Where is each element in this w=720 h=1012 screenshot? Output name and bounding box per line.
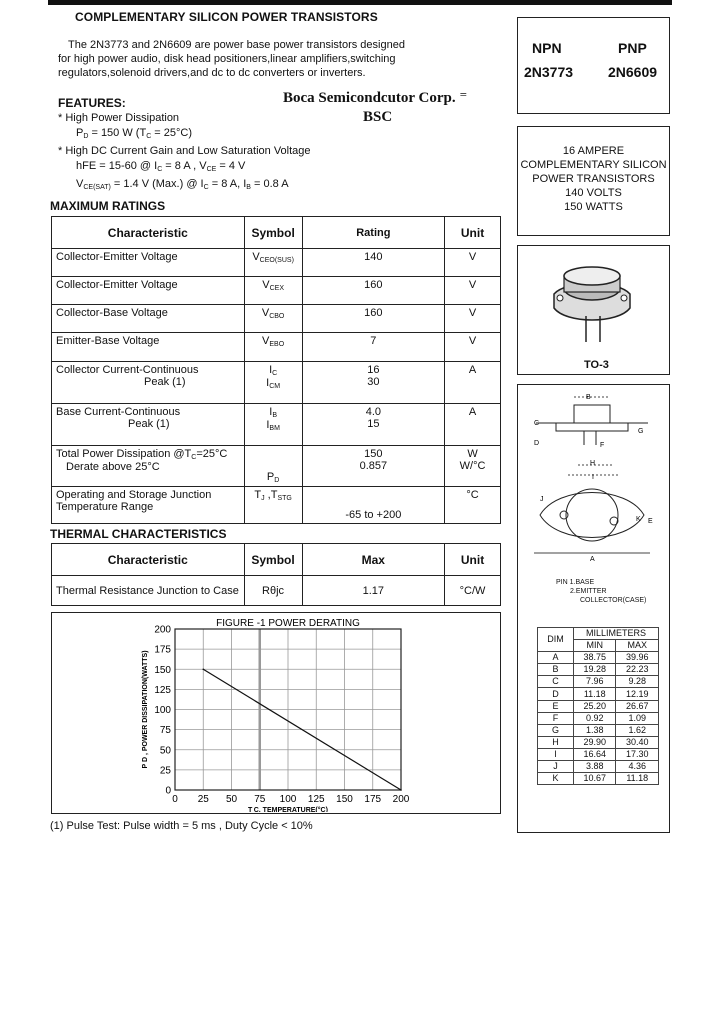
dim-min: 11.18 — [574, 688, 616, 700]
feature-1: * High Power Dissipation — [58, 112, 180, 124]
y-axis-label: P D , POWER DISSIPATION(WATTS) — [142, 650, 149, 769]
header-symbol: Symbol — [244, 217, 302, 249]
page-title: COMPLEMENTARY SILICON POWER TRANSISTORS — [75, 10, 378, 24]
dim-max: 12.19 — [616, 688, 659, 700]
data-point — [202, 668, 204, 670]
svg-text:C: C — [534, 420, 540, 427]
dim-min: 0.92 — [574, 712, 616, 724]
table-row — [538, 688, 659, 700]
table-row: Collector-Base Voltage $V_{CBO}$ 160 V — [52, 305, 501, 333]
y-tick-label: 175 — [154, 644, 171, 656]
svg-text:I: I — [592, 474, 594, 481]
table-row — [538, 712, 659, 724]
svg-text:J: J — [540, 496, 544, 503]
header-unit: Unit — [445, 217, 501, 249]
y-tick-label: 0 — [165, 785, 171, 797]
package-label: TO-3 — [584, 359, 609, 371]
y-tick-label: 200 — [154, 624, 171, 636]
svg-text:K: K — [636, 516, 641, 523]
dim-min: 1.38 — [574, 724, 616, 736]
table-row — [538, 748, 659, 760]
svg-text:D: D — [534, 440, 540, 447]
table-row — [538, 652, 659, 664]
spec-box — [517, 126, 670, 236]
x-tick-label: 25 — [197, 794, 209, 805]
svg-text:E: E — [648, 518, 653, 525]
dim-max: 11.18 — [616, 773, 659, 785]
dim-max: 30.40 — [616, 736, 659, 748]
dim-letter: E — [538, 700, 574, 712]
table-row: Collector-Emitter Voltage $V_{CEO(SUS)}$ 140 V — [52, 249, 501, 277]
svg-text:G: G — [638, 428, 644, 435]
dim-max: 17.30 — [616, 748, 659, 760]
dim-letter: J — [538, 761, 574, 773]
outline-drawing — [518, 385, 668, 600]
x-tick-label: 175 — [364, 794, 382, 805]
table-row — [538, 700, 659, 712]
table-row: Collector-Emitter Voltage $V_{CEX}$ 160 V — [52, 277, 501, 305]
data-point — [400, 789, 402, 791]
features-heading: FEATURES: — [58, 96, 126, 110]
dimensions-table: DIM MILLIMETERS MIN MAX A 38.75 39.96 B 19.28 22.23 C 7.96 9.28 D 11.18 12.19 E 25.20 26.67 F 0.92 1.09 G 1.38 1.62 H 29.90 30.40 I 16.64 17.30 J 3.88 4.36 K 10.67 11.18 — [537, 627, 659, 785]
chart-title: FIGURE -1 POWER DERATING — [216, 618, 360, 629]
dim-letter: I — [538, 748, 574, 760]
pin-legend: PIN 1.BASE 2.EMITTER COLLECTOR(CASE) — [556, 579, 647, 604]
dim-letter: A — [538, 652, 574, 664]
table-row: Total Power Dissipation $@T_C=25^\circ C$ Derate above 25°C $P_D$ 150 0.857 W W/°C — [52, 446, 501, 487]
dim-letter: G — [538, 724, 574, 736]
npn-part-number: 2N3773 — [524, 64, 574, 80]
package-box — [517, 245, 670, 375]
dim-min: 29.90 — [574, 736, 616, 748]
part-number-box — [517, 17, 670, 114]
x-axis-label: T C, TEMPERATURE(°C) — [248, 807, 328, 812]
x-tick-label: 75 — [254, 794, 266, 805]
table-row: Emitter-Base Voltage $V_{EBO}$ 7 V — [52, 333, 501, 362]
x-tick-label: 50 — [225, 794, 238, 805]
dim-max: 22.23 — [616, 664, 659, 676]
svg-text:B: B — [586, 394, 591, 401]
dim-letter: D — [538, 688, 574, 700]
description — [58, 38, 438, 80]
dim-max: 9.28 — [616, 676, 659, 688]
max-ratings-heading: MAXIMUM RATINGS — [50, 199, 166, 213]
x-tick-label: 0 — [172, 794, 178, 805]
description-line-1: The 2N3773 and 2N6609 are power base power transistors designed — [68, 39, 405, 51]
table-row: Collector Current-Continuous Peak (1) $I_C$ $I_{CM}$ 16 30 A — [52, 362, 501, 404]
table-row: Base Current-Continuous Peak (1) $I_B$ $I_{BM}$ 4.0 15 A — [52, 404, 501, 446]
dim-min: 3.88 — [574, 761, 616, 773]
spec-list: 16 AMPERE COMPLEMENTARY SILICON POWER TRANSISTORS 140 VOLTS 150 WATTS — [520, 145, 667, 213]
dim-min: 10.67 — [574, 773, 616, 785]
y-tick-label: 100 — [154, 705, 171, 716]
power-derating-chart — [52, 613, 499, 812]
max-ratings-header — [52, 217, 501, 249]
npn-label: NPN — [532, 40, 562, 56]
y-tick-label: 150 — [154, 664, 171, 676]
x-tick-label: 125 — [307, 794, 325, 805]
y-tick-label: 125 — [154, 684, 171, 696]
dim-max: 1.09 — [616, 712, 659, 724]
thermal-heading: THERMAL CHARACTERISTICS — [50, 527, 227, 541]
table-row — [538, 736, 659, 748]
dim-min: 38.75 — [574, 652, 616, 664]
footnote: (1) Pulse Test: Pulse width = 5 ms , Duty Cycle < 10% — [50, 820, 313, 832]
pnp-part-number: 2N6609 — [608, 64, 658, 80]
dim-min: 7.96 — [574, 676, 616, 688]
dim-letter: F — [538, 712, 574, 724]
dim-min: 25.20 — [574, 700, 616, 712]
company-short-name: BSC — [363, 109, 393, 125]
y-tick-label: 75 — [159, 725, 171, 737]
x-tick-label: 100 — [279, 794, 297, 805]
table-row — [538, 724, 659, 736]
company-name: Boca Semicondcutor Corp. ⁼ — [283, 90, 468, 106]
features-list — [58, 111, 311, 196]
y-tick-label: 50 — [159, 745, 171, 757]
table-row — [538, 676, 659, 688]
svg-text:F: F — [600, 442, 605, 449]
header-characteristic: Characteristic — [52, 217, 245, 249]
pnp-label: PNP — [618, 40, 647, 56]
dim-letter: H — [538, 736, 574, 748]
top-rule — [48, 0, 672, 5]
description-line-3: regulators,solenoid drivers,and dc to dc converters or inverters. — [58, 67, 366, 79]
dim-max: 1.62 — [616, 724, 659, 736]
table-row — [538, 664, 659, 676]
feature-2-vce: $V_{CE(SAT)} = 1.4$ V (Max.) @ $I_C = 8$ A, $I_B = 0.8$ A — [76, 178, 289, 191]
y-tick-label: 25 — [159, 765, 171, 777]
dim-letter: K — [538, 773, 574, 785]
feature-2: * High DC Current Gain and Low Saturation Voltage — [58, 145, 311, 157]
dim-letter: B — [538, 664, 574, 676]
header-rating: Rating — [302, 217, 445, 249]
svg-text:H: H — [590, 460, 596, 467]
table-row — [538, 773, 659, 785]
dim-max: 39.96 — [616, 652, 659, 664]
dim-letter: C — [538, 676, 574, 688]
x-tick-label: 200 — [392, 794, 410, 805]
dim-max: 26.67 — [616, 700, 659, 712]
max-ratings-table — [51, 216, 501, 524]
outline-box — [517, 384, 670, 833]
svg-text:A: A — [590, 556, 595, 563]
description-line-2: for high power audio, disk head positioners,linear amplifiers,switching — [58, 53, 396, 65]
thermal-header: Characteristic Symbol Max Unit — [52, 544, 501, 576]
power-derating-chart-box — [51, 612, 501, 814]
table-row: Operating and Storage Junction Temperature Range $T_J$ $,T_{STG}$ -65 to +200 °C — [52, 487, 501, 524]
dim-max: 4.36 — [616, 761, 659, 773]
table-row: Thermal Resistance Junction to Case Rθjc 1.17 °C/W — [52, 576, 501, 606]
x-tick-label: 150 — [336, 794, 353, 805]
dim-min: 16.64 — [574, 748, 616, 760]
feature-2-hfe: hFE = 15-60 @ $I_C = 8$ A , $V_{CE} = 4$ V — [76, 159, 246, 173]
thermal-table — [51, 543, 501, 606]
to3-package-drawing — [518, 246, 668, 356]
table-row — [538, 761, 659, 773]
feature-1-detail: $P_D = 150$ W $(T_C = 25^\circ C)$ — [76, 126, 193, 140]
dim-min: 19.28 — [574, 664, 616, 676]
